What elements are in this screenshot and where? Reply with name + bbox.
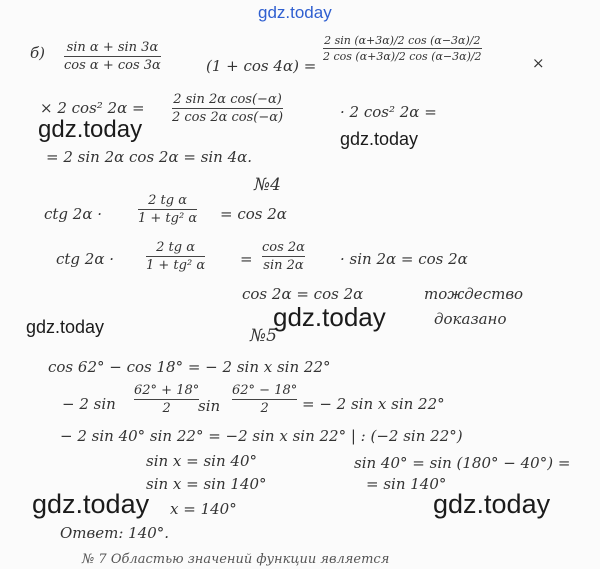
task-5-line5: sin x = sin 140° [146,475,267,493]
task-5-line1: cos 62° − cos 18° = − 2 sin x sin 22° [48,358,331,376]
task-4-fraction-1-numerator: 2 tg α [148,193,187,208]
part-b-fraction-2-numerator: 2 sin (α+3α)/2 cos (α−3α)/2 [324,34,481,47]
task-4-fraction-1 [138,193,197,226]
watermark-top: gdz.today [258,3,332,22]
task-4-fraction-2 [146,240,205,273]
task-4-line2-start: ctg 2α · [56,250,115,268]
task-5-fraction-2-denominator: 2 [260,401,269,416]
task-5-fraction-1-numerator: 62° + 18° [134,383,200,398]
task-4-title: №4 [254,175,281,195]
part-b-line3: = 2 sin 2α cos 2α = sin 4α. [46,148,253,166]
task-4-proved-word: доказано [434,310,507,328]
part-b-fraction-1 [64,40,161,73]
watermark-6: gdz.today [433,489,551,519]
task-5-line2-start: − 2 sin [62,395,116,413]
watermark-5: gdz.today [32,489,150,519]
part-b-fraction-3 [172,92,283,125]
part-b-fraction-3-denominator: 2 cos 2α cos(−α) [172,110,284,125]
watermark-3: gdz.today [26,317,105,337]
task-4-fraction-2-denominator: 1 + tg² α [146,258,206,273]
task-4-fraction-2-numerator: 2 tg α [156,240,195,255]
task-5-line2-sin: sin [198,397,221,415]
part-b-fraction-2 [323,34,482,63]
task-5-answer: Ответ: 140°. [60,524,170,542]
task-7-cut-line: № 7 Областью значений функции является [82,552,390,567]
task-5-line4: sin x = sin 40° [146,452,257,470]
task-5-line4-right: sin 40° = sin (180° − 40°) = [354,454,571,472]
task-4-line2-equals: = [240,250,253,268]
task-5-line2-end: = − 2 sin x sin 22° [302,395,445,413]
part-b-times: × [532,54,545,72]
part-b-fraction-1-numerator: sin α + sin 3α [66,40,159,55]
watermark-1: gdz.today [38,116,143,143]
watermark-2: gdz.today [340,129,419,149]
part-b-fraction-2-denominator: 2 cos (α+3α)/2 cos (α−3α)/2 [323,50,482,63]
task-4-fraction-3 [262,240,305,273]
task-5-title: №5 [250,326,277,346]
task-5-line5-right: = sin 140° [366,475,447,493]
task-5-line3: − 2 sin 40° sin 22° = −2 sin x sin 22° | : (−2 sin 22°) [60,427,463,445]
task-4-identity-word: тождество [424,285,524,303]
task-5-line6: x = 140° [170,500,237,518]
part-b-factor: (1 + cos 4α) = [206,57,317,75]
task-5-fraction-2-numerator: 62° − 18° [232,383,298,398]
part-b-fraction-1-denominator: cos α + cos 3α [64,58,161,73]
task-4-fraction-1-denominator: 1 + tg² α [138,211,198,226]
task-4-line2-end: · sin 2α = cos 2α [340,250,468,268]
task-4-line3: cos 2α = cos 2α [242,285,364,303]
watermark-4: gdz.today [273,302,386,332]
part-b-line2-start: × 2 cos² 2α = [40,99,145,117]
part-b-fraction-3-numerator: 2 sin 2α cos(−α) [173,92,282,107]
task-4-line1-start: ctg 2α · [44,205,103,223]
task-5-fraction-2 [232,383,297,416]
part-b-line2-end: · 2 cos² 2α = [340,103,437,121]
task-5-fraction-1-denominator: 2 [162,401,171,416]
task-4-fraction-3-numerator: cos 2α [262,240,305,255]
task-5-fraction-1 [134,383,199,416]
part-b-label: б) [30,44,46,62]
task-4-fraction-3-denominator: sin 2α [263,258,304,273]
task-4-line1-end: = cos 2α [220,205,287,223]
